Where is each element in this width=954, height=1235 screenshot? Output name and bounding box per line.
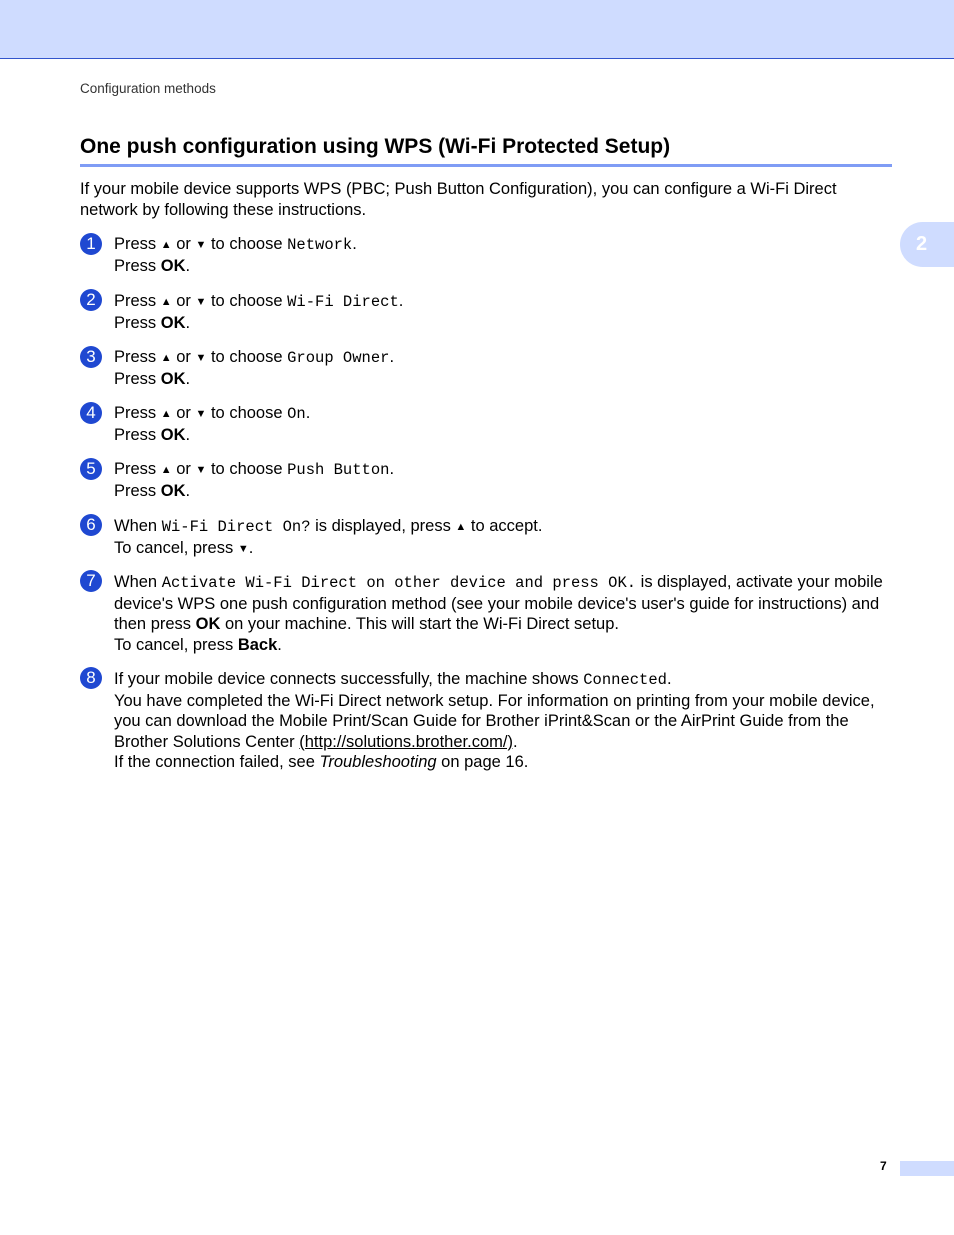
press-text: Press	[114, 425, 161, 444]
footer-band	[900, 1161, 954, 1176]
troubleshooting-reference[interactable]: Troubleshooting	[319, 753, 437, 771]
failure-text: If the connection failed, see	[114, 753, 320, 771]
step-number-badge: 2	[80, 289, 102, 311]
or-text: or	[171, 404, 196, 422]
when-text: When	[114, 573, 162, 591]
up-arrow-icon: ▲	[455, 521, 467, 533]
down-arrow-icon: ▼	[195, 352, 207, 364]
period: .	[352, 235, 357, 253]
period: .	[389, 460, 395, 478]
completion-text: You have completed the Wi-Fi Direct network setup. For information on printing from your mobile device, you can download the Mobile Print/Scan Guide for Brother iPrint&Scan or the AirPrint Guide from the Brother Solutions Center	[114, 691, 875, 751]
when-text: When	[114, 517, 162, 535]
cancel-text: To cancel, press	[114, 635, 238, 654]
step-number-badge: 1	[80, 233, 102, 255]
top-header-band	[0, 0, 954, 59]
ok-key-label: OK	[160, 481, 186, 500]
step-text	[114, 347, 892, 389]
to-choose-text: to choose	[206, 235, 288, 253]
running-header: Configuration methods	[80, 81, 216, 96]
up-arrow-icon: ▲	[160, 239, 172, 251]
instruction-text: is displayed, activate your mobile device's WPS one push configuration method (see your mobile device's user's guide for instructions) and then press	[114, 573, 883, 633]
step-number-badge: 4	[80, 402, 102, 424]
lcd-message: Wi-Fi Direct On?	[161, 518, 311, 536]
period: .	[185, 369, 191, 388]
ok-key-label: OK	[160, 369, 186, 388]
menu-option: Network	[287, 236, 353, 254]
section-title: One push configuration using WPS (Wi-Fi Protected Setup)	[80, 135, 892, 167]
press-text: Press	[114, 460, 161, 478]
to-choose-text: to choose	[206, 348, 288, 366]
step-text	[114, 403, 892, 445]
up-arrow-icon: ▲	[160, 464, 172, 476]
up-arrow-icon: ▲	[160, 352, 172, 364]
lcd-message: Connected	[583, 671, 667, 689]
down-arrow-icon: ▼	[195, 296, 207, 308]
lcd-message: Activate Wi-Fi Direct on other device and press OK.	[161, 574, 637, 592]
step-text	[114, 516, 892, 559]
up-arrow-icon: ▲	[160, 408, 172, 420]
step-number-badge: 5	[80, 458, 102, 480]
solutions-center-link[interactable]: (http://solutions.brother.com/)	[299, 732, 513, 751]
down-arrow-icon: ▼	[195, 464, 207, 476]
press-text: Press	[114, 481, 161, 500]
press-text: Press	[114, 292, 161, 310]
period: .	[185, 481, 191, 500]
page-number: 7	[880, 1159, 887, 1173]
step-text	[114, 572, 892, 655]
to-choose-text: to choose	[206, 460, 288, 478]
menu-option: On	[287, 405, 306, 423]
instruction-text: is displayed, press	[310, 517, 456, 535]
step-number-badge: 7	[80, 570, 102, 592]
menu-option: Group Owner	[287, 349, 390, 367]
step-text	[114, 459, 892, 501]
or-text: or	[171, 292, 196, 310]
press-text: Press	[114, 313, 161, 332]
back-key-label: Back	[237, 635, 278, 654]
result-text: If your mobile device connects successfully, the machine shows	[114, 670, 584, 688]
period: .	[305, 404, 311, 422]
down-arrow-icon: ▼	[237, 542, 249, 555]
period: .	[185, 256, 191, 275]
period: .	[389, 348, 395, 366]
period: .	[512, 732, 518, 751]
period: .	[398, 292, 404, 310]
menu-option: Push Button	[287, 461, 390, 479]
menu-option: Wi-Fi Direct	[287, 293, 399, 311]
or-text: or	[171, 348, 196, 366]
press-text: Press	[114, 235, 161, 253]
cancel-text: To cancel, press	[114, 538, 238, 557]
chapter-tab: 2	[900, 222, 954, 267]
intro-paragraph: If your mobile device supports WPS (PBC; Push Button Configuration), you can configure a Wi-Fi Direct network by following these instructions.	[80, 180, 837, 219]
instruction-text-end: on your machine. This will start the Wi-Fi Direct setup.	[220, 615, 619, 633]
period: .	[185, 425, 191, 444]
to-choose-text: to choose	[206, 292, 288, 310]
step-number-badge: 3	[80, 346, 102, 368]
step-text	[114, 234, 892, 276]
ok-key-label: OK	[160, 313, 186, 332]
press-text: Press	[114, 369, 161, 388]
press-text: Press	[114, 256, 161, 275]
period: .	[248, 538, 254, 557]
ok-key-label: OK	[160, 425, 186, 444]
ok-key-label: OK	[160, 256, 186, 275]
step-text	[114, 669, 892, 773]
press-text: Press	[114, 404, 161, 422]
press-text: Press	[114, 348, 161, 366]
step-text	[114, 291, 892, 333]
step-number-badge: 6	[80, 514, 102, 536]
period: .	[666, 670, 672, 688]
accept-text: to accept.	[466, 517, 543, 535]
down-arrow-icon: ▼	[195, 408, 207, 420]
or-text: or	[171, 235, 196, 253]
down-arrow-icon: ▼	[195, 239, 207, 251]
to-choose-text: to choose	[206, 404, 288, 422]
or-text: or	[171, 460, 196, 478]
ok-key-label: OK	[195, 615, 221, 633]
period: .	[277, 635, 282, 654]
period: .	[185, 313, 191, 332]
up-arrow-icon: ▲	[160, 296, 172, 308]
step-number-badge: 8	[80, 667, 102, 689]
page-reference-text: on page 16.	[436, 753, 529, 771]
